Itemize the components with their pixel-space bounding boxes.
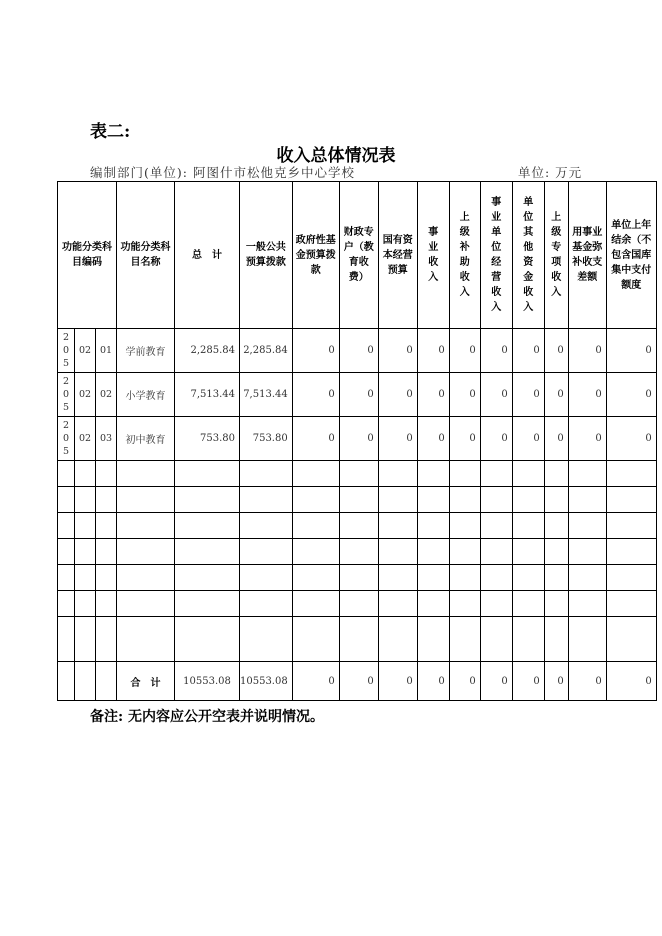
empty-cell [75,461,96,487]
empty-cell [96,591,117,617]
empty-cell [480,487,512,513]
value-cell: 0 [606,662,656,701]
value-cell: 0 [568,329,606,373]
empty-cell [449,461,480,487]
empty-cell [58,487,75,513]
empty-cell [339,461,378,487]
value-cell: 0 [292,662,339,701]
empty-cell [175,513,240,539]
empty-cell [292,461,339,487]
general-budget-cell: 2,285.84 [240,329,293,373]
note: 备注: 无内容应公开空表并说明情况。 [90,709,325,725]
empty-cell [606,617,656,662]
empty-cell [480,565,512,591]
empty-cell [512,591,544,617]
value-cell: 0 [292,373,339,417]
subject-name: 学前教育 [117,329,175,373]
empty-cell [117,617,175,662]
empty-cell [339,617,378,662]
table-label: 表二: [90,122,131,142]
empty-cell [96,662,117,701]
empty-cell [544,591,568,617]
empty-cell [606,591,656,617]
income-table [57,181,657,701]
empty-cell [75,617,96,662]
empty-cell [117,591,175,617]
total-label: 合 计 [117,662,175,701]
empty-cell [606,487,656,513]
empty-row [58,461,657,487]
empty-cell [417,591,449,617]
empty-cell [175,591,240,617]
empty-cell [117,539,175,565]
header-operating-income: 事业单位经营收入 [480,182,512,329]
total-cell: 753.80 [175,417,240,461]
total-cell: 7,513.44 [175,373,240,417]
code-item: 03 [96,417,117,461]
empty-cell [417,565,449,591]
value-cell: 0 [480,373,512,417]
empty-cell [96,617,117,662]
empty-cell [96,513,117,539]
header-fiscal-account: 财政专户（教育收费） [339,182,378,329]
empty-cell [75,513,96,539]
department-label: 编制部门(单位): 阿图什市松他克乡中心学校 [90,165,355,180]
empty-cell [292,565,339,591]
empty-cell [339,487,378,513]
empty-cell [568,617,606,662]
empty-cell [117,487,175,513]
code-section: 02 [75,373,96,417]
table-row [58,329,657,373]
empty-cell [292,617,339,662]
empty-cell [175,565,240,591]
header-total: 总 计 [175,182,240,329]
empty-cell [512,487,544,513]
empty-cell [378,461,417,487]
empty-cell [292,539,339,565]
empty-cell [512,513,544,539]
code-class: 205 [58,417,75,461]
empty-cell [75,662,96,701]
value-cell: 0 [512,662,544,701]
empty-cell [378,487,417,513]
empty-cell [568,539,606,565]
empty-cell [449,591,480,617]
empty-cell [512,539,544,565]
empty-cell [175,461,240,487]
empty-cell [544,487,568,513]
value-cell: 0 [449,417,480,461]
code-class: 205 [58,329,75,373]
empty-cell [117,565,175,591]
empty-cell [339,565,378,591]
empty-cell [292,513,339,539]
table-row [58,417,657,461]
value-cell: 0 [417,373,449,417]
value-cell: 0 [292,417,339,461]
empty-cell [417,539,449,565]
empty-cell [480,617,512,662]
empty-cell [512,617,544,662]
header-state-capital: 国有资本经营预算 [378,182,417,329]
header-superior-subsidy: 上级补助收入 [449,182,480,329]
page-title: 收入总体情况表 [276,146,396,166]
empty-cell [449,565,480,591]
value-cell: 0 [378,662,417,701]
empty-cell [240,461,293,487]
empty-cell [75,565,96,591]
empty-cell [292,487,339,513]
total-row [58,662,657,701]
value-cell: 0 [378,373,417,417]
value-cell: 0 [449,329,480,373]
subject-name: 小学教育 [117,373,175,417]
empty-cell [417,513,449,539]
empty-cell [58,617,75,662]
empty-cell [378,513,417,539]
header-code: 功能分类科目编码 [58,182,117,329]
value-cell: 0 [292,329,339,373]
empty-cell [117,513,175,539]
empty-cell [568,513,606,539]
value-cell: 0 [378,329,417,373]
code-section: 02 [75,417,96,461]
value-cell: 0 [417,417,449,461]
empty-cell [449,487,480,513]
empty-cell [75,539,96,565]
empty-cell [96,539,117,565]
subject-name: 初中教育 [117,417,175,461]
empty-row [58,487,657,513]
value-cell: 0 [339,373,378,417]
value-cell: 0 [339,662,378,701]
header-other-income: 单位其他资金收入 [512,182,544,329]
empty-cell [58,565,75,591]
empty-row [58,539,657,565]
empty-cell [58,591,75,617]
value-cell: 0 [606,329,656,373]
value-cell: 0 [449,373,480,417]
header-business-income: 事业收入 [417,182,449,329]
empty-cell [175,617,240,662]
value-cell: 0 [339,417,378,461]
empty-cell [240,617,293,662]
empty-cell [480,591,512,617]
empty-cell [240,565,293,591]
empty-cell [339,539,378,565]
value-cell: 0 [606,417,656,461]
general-budget-cell: 753.80 [240,417,293,461]
empty-cell [544,565,568,591]
total-cell: 2,285.84 [175,329,240,373]
empty-cell [58,539,75,565]
code-item: 02 [96,373,117,417]
value-cell: 0 [512,329,544,373]
empty-cell [512,565,544,591]
value-cell: 0 [417,329,449,373]
empty-cell [58,513,75,539]
header-fund-supplement: 用事业基金弥补收支差额 [568,182,606,329]
empty-cell [449,539,480,565]
empty-cell [75,591,96,617]
value-cell: 0 [417,662,449,701]
header-gov-fund: 政府性基金预算拨款 [292,182,339,329]
empty-cell [568,565,606,591]
empty-cell [240,487,293,513]
empty-cell [175,539,240,565]
empty-cell [292,591,339,617]
empty-cell [606,565,656,591]
empty-cell [544,539,568,565]
code-section: 02 [75,329,96,373]
value-cell: 0 [480,417,512,461]
empty-cell [568,591,606,617]
header-general-budget: 一般公共预算拨款 [240,182,293,329]
unit-label: 单位: 万元 [518,165,583,180]
value-cell: 0 [606,373,656,417]
code-item: 01 [96,329,117,373]
empty-cell [606,539,656,565]
empty-cell [606,461,656,487]
empty-row [58,591,657,617]
empty-cell [544,617,568,662]
value-cell: 0 [512,373,544,417]
empty-cell [544,461,568,487]
general-budget-cell: 7,513.44 [240,373,293,417]
header-special-income: 上级专项收入 [544,182,568,329]
empty-cell [240,539,293,565]
value-cell: 0 [512,417,544,461]
header-row [58,182,657,329]
empty-cell [96,461,117,487]
empty-cell [378,617,417,662]
empty-cell [480,513,512,539]
code-class: 205 [58,373,75,417]
empty-cell [117,461,175,487]
value-cell: 0 [449,662,480,701]
empty-cell [75,487,96,513]
value-cell: 0 [544,329,568,373]
header-prior-balance: 单位上年结余（不包含国库集中支付额度 [606,182,656,329]
empty-cell [175,487,240,513]
value-cell: 0 [339,329,378,373]
empty-cell [240,591,293,617]
empty-cell [417,487,449,513]
empty-cell [417,617,449,662]
empty-row [58,617,657,662]
empty-cell [58,662,75,701]
empty-cell [96,487,117,513]
value-cell: 0 [568,373,606,417]
value-cell: 0 [568,662,606,701]
empty-cell [544,513,568,539]
empty-cell [378,591,417,617]
empty-cell [512,461,544,487]
empty-cell [339,591,378,617]
empty-cell [568,487,606,513]
value-cell: 0 [568,417,606,461]
empty-row [58,565,657,591]
value-cell: 0 [378,417,417,461]
value-cell: 0 [544,662,568,701]
empty-cell [378,539,417,565]
empty-cell [480,461,512,487]
empty-cell [58,461,75,487]
table-row [58,373,657,417]
header-name: 功能分类科目名称 [117,182,175,329]
general-budget-cell: 10553.08 [240,662,293,701]
empty-cell [449,513,480,539]
empty-cell [339,513,378,539]
empty-cell [417,461,449,487]
empty-cell [449,617,480,662]
value-cell: 0 [480,329,512,373]
empty-cell [240,513,293,539]
empty-cell [568,461,606,487]
value-cell: 0 [480,662,512,701]
value-cell: 0 [544,417,568,461]
empty-cell [606,513,656,539]
empty-cell [378,565,417,591]
empty-cell [96,565,117,591]
empty-row [58,513,657,539]
empty-cell [480,539,512,565]
value-cell: 0 [544,373,568,417]
total-cell: 10553.08 [175,662,240,701]
